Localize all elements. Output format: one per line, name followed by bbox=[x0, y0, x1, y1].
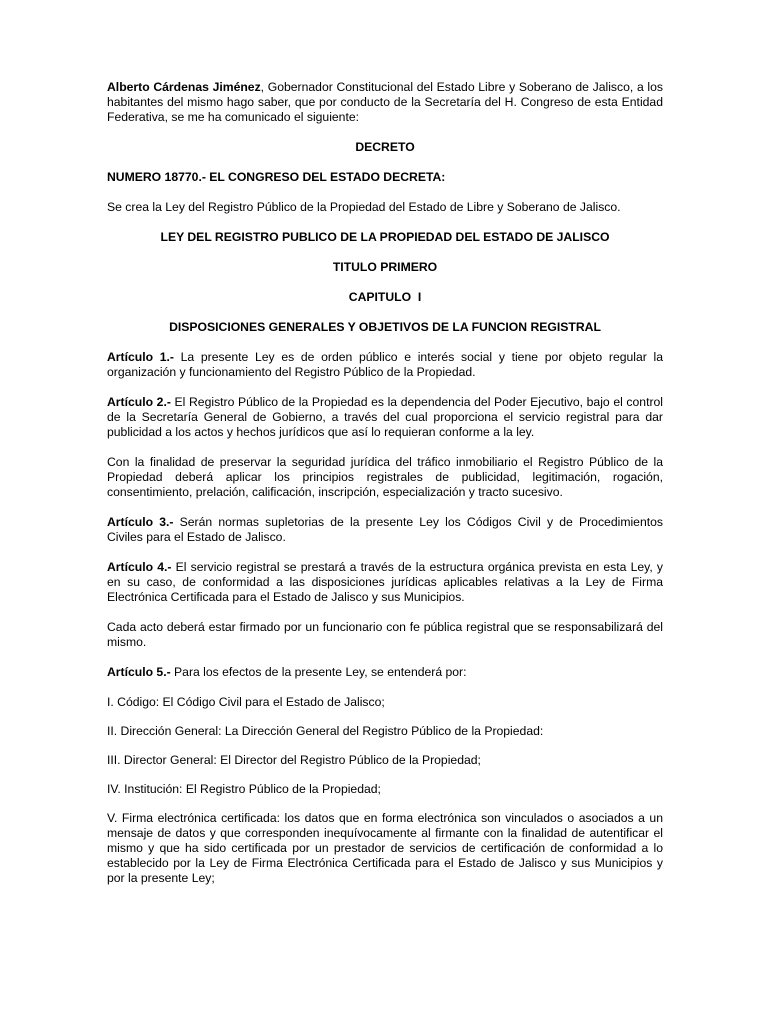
definition-item: II. Dirección General: La Dirección General del Registro Público de la Propiedad: bbox=[107, 724, 544, 738]
article-text: Para los efectos de la presente Ley, se entenderá por: bbox=[170, 665, 467, 679]
article-text: Serán normas supletorias de la presente Ley los Códigos Civil y de Procedimientos Civiles para el Estado de Jalisco. bbox=[107, 515, 663, 544]
article-5 bbox=[107, 665, 663, 680]
definition-item: III. Director General: El Director del Registro Público de la Propiedad; bbox=[107, 753, 481, 767]
article-3 bbox=[107, 515, 663, 545]
article-text: El servicio registral se prestará a través de la estructura orgánica prevista en esta Ley, y en su caso, de conformidad a las disposiciones jurídicas aplicables relativas a la Ley de Firma Electrónica Certificada para el Estado de Jalisco y sus Municipios. bbox=[107, 560, 663, 604]
capitulo-heading: CAPITULO I bbox=[348, 290, 422, 304]
article-4-paragraph-2: Cada acto deberá estar firmado por un funcionario con fe pública registral que se responsabilizará del mismo. bbox=[107, 620, 663, 649]
creation-sentence: Se crea la Ley del Registro Público de la Propiedad del Estado de Libre y Soberano de Jalisco. bbox=[107, 200, 621, 214]
numero-line: NUMERO 18770.- EL CONGRESO DEL ESTADO DECRETA: bbox=[107, 170, 446, 184]
definition-item: I. Código: El Código Civil para el Estado de Jalisco; bbox=[107, 695, 385, 709]
article-2-paragraph-2: Con la finalidad de preservar la seguridad jurídica del tráfico inmobiliario el Registro Público de la Propiedad deberá aplicar los principios registrales de publicidad, legitimación, rogación, consentimiento, prelación, calificación, inscripción, especialización y tracto sucesivo. bbox=[107, 455, 663, 499]
article-label: Artículo 5.- bbox=[107, 665, 171, 679]
chapter-title: DISPOSICIONES GENERALES Y OBJETIVOS DE LA FUNCION REGISTRAL bbox=[169, 320, 601, 334]
article-label: Artículo 3.- bbox=[107, 515, 174, 529]
article-2 bbox=[107, 395, 663, 440]
definition-item: V. Firma electrónica certificada: los datos que en forma electrónica son vinculados o asociados a un mensaje de datos y que corresponden inequívocamente al firmante con la finalidad de autentificar el mismo y que ha sido certificada por un prestador de servicios de certificación de conformidad a lo establecido por la Ley de Firma Electrónica Certificada para el Estado de Jalisco y sus Municipios y por la presente Ley; bbox=[107, 811, 663, 885]
titulo-heading: TITULO PRIMERO bbox=[332, 260, 438, 274]
intro-paragraph bbox=[107, 80, 663, 125]
article-label: Artículo 2.- bbox=[107, 395, 171, 409]
article-label: Artículo 4.- bbox=[107, 560, 172, 574]
article-text: El Registro Público de la Propiedad es la dependencia del Poder Ejecutivo, bajo el control de la Secretaría General de Gobierno, a través del cual proporciona el servicio registral para dar publicidad a los actos y hechos jurídicos que así lo requieran conforme a la ley. bbox=[107, 395, 664, 439]
article-1 bbox=[107, 350, 663, 380]
governor-name: Alberto Cárdenas Jiménez bbox=[107, 80, 261, 94]
article-text: La presente Ley es de orden público e interés social y tiene por objeto regular la organización y funcionamiento del Registro Público de la Propiedad. bbox=[107, 350, 663, 379]
decreto-heading: DECRETO bbox=[355, 140, 415, 154]
article-label: Artículo 1.- bbox=[107, 350, 174, 364]
definition-item: IV. Institución: El Registro Público de la Propiedad; bbox=[107, 782, 381, 796]
document-page bbox=[107, 80, 663, 900]
article-4 bbox=[107, 560, 663, 605]
intro-text: , Gobernador Constitucional del Estado Libre y Soberano de Jalisco, a los habitantes del mismo hago saber, que por conducto de la Secretaría del H. Congreso de esta Entidad Federativa, se me ha comunicado el siguiente: bbox=[107, 80, 663, 124]
law-title: LEY DEL REGISTRO PUBLICO DE LA PROPIEDAD DEL ESTADO DE JALISCO bbox=[160, 230, 610, 244]
